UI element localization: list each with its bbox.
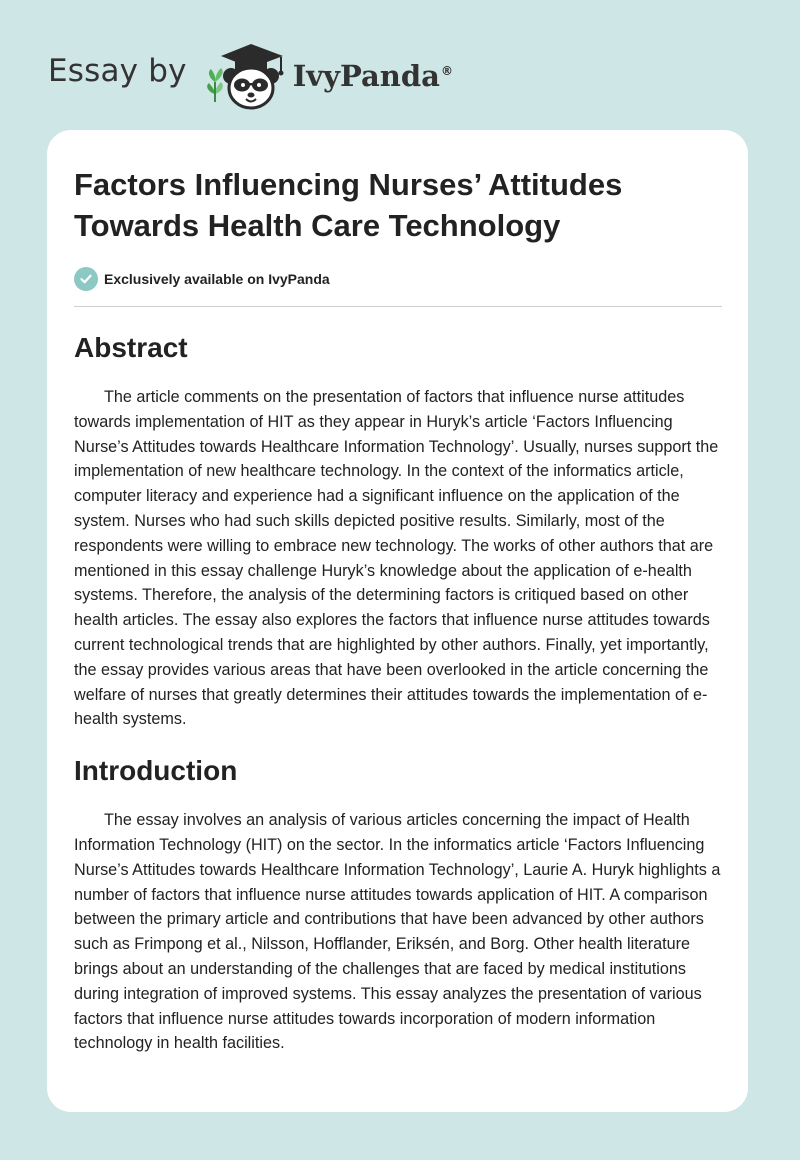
abstract-heading: Abstract [74, 332, 188, 363]
exclusive-badge-text: Exclusively available on IvyPanda [104, 271, 330, 287]
brand-name-text: IvyPanda [292, 59, 440, 93]
essay-title: Factors Influencing Nurses’ Attitudes Towards Health Care Technology [74, 167, 623, 243]
panda-graduate-logo-icon[interactable] [201, 36, 291, 112]
registered-mark: ® [440, 64, 453, 79]
introduction-heading: Introduction [74, 755, 238, 787]
introduction-paragraph: The essay involves an analysis of various articles concerning the impact of Health Information Technology (HIT) on the sector. In the informatics article ‘Factors Influencing Nurse’s Attitudes towards Healthcare Information Technology’, Laurie A. Huryk highlights a number of factors that influence nurse attitudes towards application of HIT. A comparison between the primary article and contributions that have been advanced by other authors such as Frimpong et al., Nilsson, Hofflander, Eriksén, and Borg. Other health literature brings about an understanding of the challenges that are faced by medical institutions during integration of improved systems. This essay analyzes the presentation of various factors that influence nurse attitudes towards incorporation of modern information technology in health facilities. [74, 811, 721, 1053]
abstract-paragraph: The article comments on the presentation of factors that influence nurse attitudes towards implementation of HIT as they appear in Huryk’s article ‘Factors Influencing Nurse’s Attitudes towards Healthcare Information Technology’. Usually, nurses support the implementation of new healthcare technology. In the context of the informatics article, computer literacy and experience had a significant influence on the application of the system. Nurses who had such skills depicted positive results. Similarly, most of the respondents were willing to embrace new technology. The works of other authors that are mentioned in this essay challenge Huryk’s knowledge about the application of e-health systems. Therefore, the analysis of the determining factors is critiqued based on other health articles. The essay also explores the factors that influence nurse attitudes towards current technological trends that are highlighted by other authors. Finally, yet importantly, the essay provides various areas that have been overlooked in the article concerning the welfare of nurses that greatly determines their attitudes towards the implementation of e-health systems. [74, 388, 719, 729]
site-header [48, 36, 453, 112]
exclusive-badge [74, 266, 722, 292]
abstract-section [74, 331, 722, 732]
check-circle-icon [74, 267, 98, 291]
brand-name[interactable] [293, 59, 453, 93]
introduction-section [74, 754, 722, 1056]
brand-prefix: Essay by [48, 53, 187, 89]
essay-card [47, 130, 748, 1112]
title-divider [74, 306, 722, 307]
